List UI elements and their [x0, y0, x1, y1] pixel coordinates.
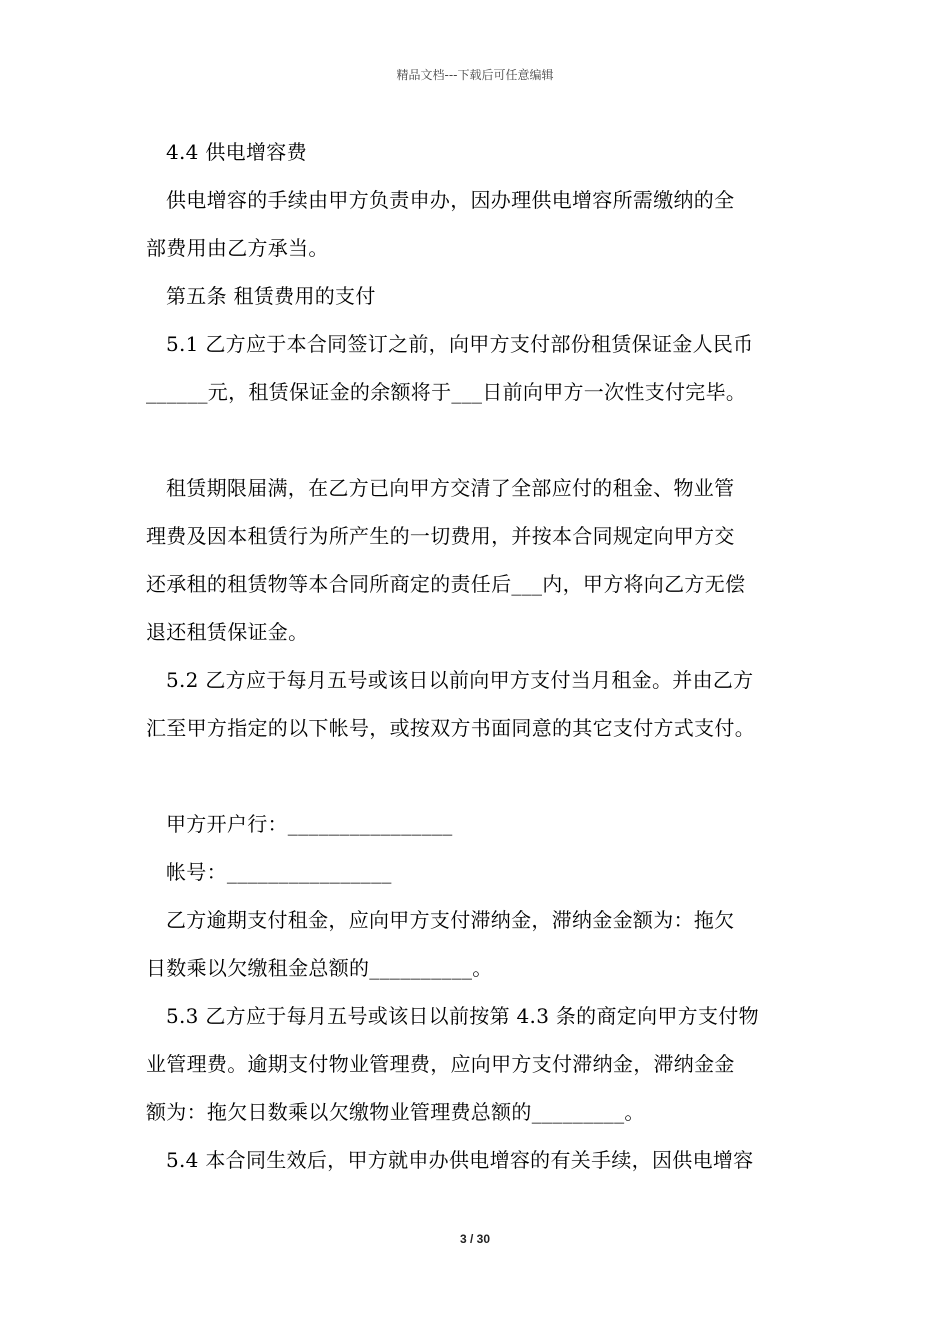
paragraph-line: 乙方逾期支付租金，应向甲方支付滞纳金，滞纳金金额为：拖欠: [166, 908, 735, 932]
paragraph-line: 供电增容的手续由甲方负责申办，因办理供电增容所需缴纳的全: [166, 188, 735, 212]
account-field: 帐号：________________: [166, 860, 392, 884]
document-body: [146, 128, 810, 1184]
paragraph-line: 日数乘以欠缴租金总额的__________。: [146, 956, 493, 980]
page-header: 精品文档---下载后可任意编辑: [396, 68, 554, 82]
clause-5-2-line: 5.2 乙方应于每月五号或该日以前向甲方支付当月租金。并由乙方: [166, 668, 754, 692]
page-number: 3 / 30: [459, 1232, 491, 1246]
clause-5-4-line: 5.4 本合同生效后，甲方就申办供电增容的有关手续，因供电增容: [166, 1148, 754, 1172]
clause-5-3-line: 业管理费。逾期支付物业管理费，应向甲方支付滞纳金，滞纳金金: [146, 1052, 735, 1076]
paragraph-line: 部费用由乙方承当。: [146, 236, 329, 260]
paragraph-line: 还承租的租赁物等本合同所商定的责任后___内，甲方将向乙方无偿: [146, 572, 746, 596]
section-heading-4-4: 4.4 供电增容费: [166, 140, 307, 164]
clause-5-1-line: 5.1 乙方应于本合同签订之前，向甲方支付部份租赁保证金人民币: [166, 332, 754, 356]
bank-field: 甲方开户行：________________: [166, 812, 453, 836]
paragraph-gap: [146, 752, 810, 800]
clause-5-3-line: 5.3 乙方应于每月五号或该日以前按第 4.3 条的商定向甲方支付物: [166, 1004, 759, 1028]
clause-5-3-line: 额为：拖欠日数乘以欠缴物业管理费总额的_________。: [146, 1100, 645, 1124]
paragraph-gap: [146, 416, 810, 464]
clause-5-2-line: 汇至甲方指定的以下帐号，或按双方书面同意的其它支付方式支付。: [146, 716, 755, 740]
clause-5-1-line: ______元，租赁保证金的余额将于___日前向甲方一次性支付完毕。: [146, 380, 747, 404]
paragraph-line: 退还租赁保证金。: [146, 620, 309, 644]
article-heading-5: 第五条 租赁费用的支付: [166, 284, 376, 308]
paragraph-line: 理费及因本租赁行为所产生的一切费用，并按本合同规定向甲方交: [146, 524, 735, 548]
paragraph-line: 租赁期限届满，在乙方已向甲方交清了全部应付的租金、物业管: [166, 476, 735, 500]
